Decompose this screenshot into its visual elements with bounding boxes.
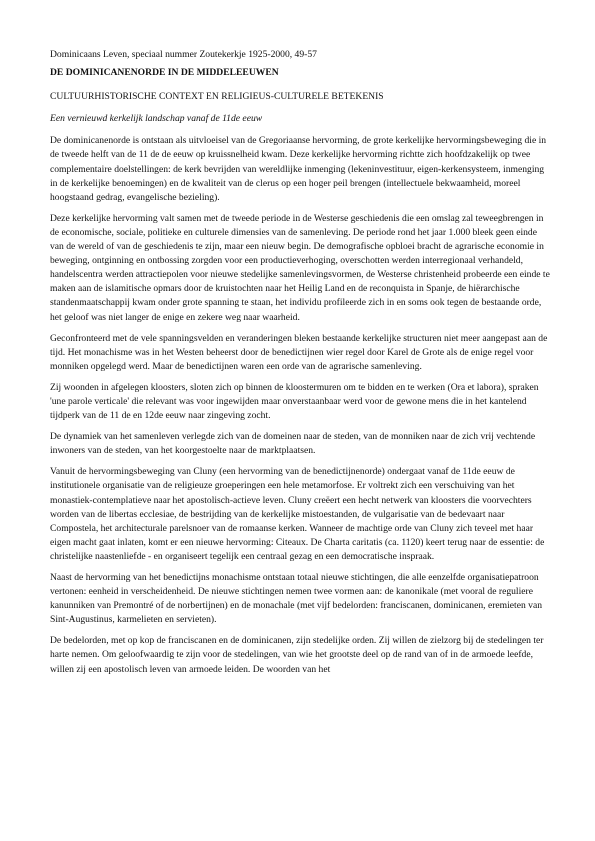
body-paragraph: Vanuit de hervormingsbeweging van Cluny (een hervorming van de benedictijnenorde) ondergaat vanaf de 11de eeuw de institutionele organisatie van de religieuze groeperingen een hele metamorfose. Er voltrekt zich een verschuiving van het monastiek-contemplatieve naar het apostolisch-actieve leven. Cluny creëert een hecht netwerk van kloosters die voorvechters worden van de libertas ecclesiae, de bestrijding van de kerkelijke mistoestanden, de vulgarisatie van de bedevaart naar Compostela, het architecturale parelsnoer van de romaanse kerken. Wanneer de machtige orde van Cluny zich teveel met haar eigen macht gaat inlaten, komt er een nieuwe hervorming: Citeaux. De Charta caritatis (ca. 1120) keert terug naar de essentie: de christelijke naastenliefde - en organiseert tegelijk een centraal gezag en een democratische inspraak. [50, 466, 545, 562]
document-title: DE DOMINICANENORDE IN DE MIDDELEEUWEN [50, 67, 279, 79]
document-page [50, 48, 550, 684]
body-paragraph: De dominicanenorde is ontstaan als uitvloeisel van de Gregoriaanse hervorming, de grote kerkelijke hervormingsbeweging die in de tweede helft van de 11 de de eeuw op kruissnelheid kwam. Deze kerkelijke hervorming richtte zich hoofdzakelijk op twee complementaire doelstellingen: de kerk bevrijden van wereldlijke inmenging (lekeninvestituur, eigen-kerkensysteem, inmenging in de kerkelijke benoemingen) en de kwaliteit van de clerus op een hoger peil brengen (intellectuele bekwaamheid, moreel hoogstaand gedrag, evangelische bezieling). [50, 135, 547, 203]
source-citation: Dominicaans Leven, speciaal nummer Zoutekerkje 1925-2000, 49-57 [50, 49, 317, 60]
body-paragraph: Geconfronteerd met de vele spanningsvelden en veranderingen bleken bestaande kerkelijke structuren niet meer aangepast aan de tijd. Het monachisme was in het Westen beheerst door de benedictijnen wier regel door Karel de Grote als de enige regel voor monniken opgelegd werd. Maar de benedictijnen waren een orde van de agrarische samenleving. [50, 332, 548, 372]
body-paragraph: De dynamiek van het samenleven verlegde zich van de domeinen naar de steden, van de monniken naar de zich vrij vechtende inwoners van de steden, van het koorgestoelte naar de marktplaatsen. [50, 431, 536, 457]
body-paragraph: De bedelorden, met op kop de franciscanen en de dominicanen, zijn stedelijke orden. Zij willen de zielzorg bij de stedelingen ter harte nemen. Om geloofwaardig te zijn voor de stedelingen, van wie het grootste deel op de rand van of in de armoede leefde, willen zij een apostolisch leven van armoede leiden. De woorden van het [50, 635, 544, 675]
section-heading: Een vernieuwd kerkelijk landschap vanaf de 11de eeuw [50, 113, 263, 125]
body-paragraph: Deze kerkelijke hervorming valt samen met de tweede periode in de Westerse geschiedenis die een omslag zal teweegbrengen in de economische, sociale, politieke en culturele dimensies van de samenleving. De periode rond het jaar 1.000 bleek geen einde van de wereld of van de geschiedenis te zijn, maar een nieuw begin. De demografische opbloei bracht de agrarische economie in beweging, ontginning en ontbossing zorgden voor een productieverhoging, overschotten werden interregionaal verhandeld, handelscentra werden attractiepolen voor nieuwe stedelijke samenlevingsvormen, de Westerse christenheid probeerde een einde te maken aan de islamitische opmars door de kruistochten naar het Heilig Land en de reconquista in Spanje, de hiërarchische standenmaatschappij kwam onder grote spanning te staan, het individu profileerde zich in en soms ook tegen de bestaande orde, het geloof was niet langer de enige en zekere weg naar waarheid. [50, 212, 550, 323]
body-paragraph: Naast de hervorming van het benedictijns monachisme ontstaan totaal nieuwe stichtingen, die alle eenzelfde organisatiepatroon vertonen: eenheid in verscheidenheid. De nieuwe stichtingen nemen twee vormen aan: de kanonikale (met vooral de reguliere kanunniken van Premontré of de norbertijnen) en de monachale (met vijf bedelorden: franciscanen, dominicanen, eremieten van Sint-Augustinus, karmelieten en servieten). [50, 572, 543, 626]
body-paragraph: Zij woonden in afgelegen kloosters, sloten zich op binnen de kloostermuren om te bidden en te werken (Ora et labora), spraken 'une parole verticale' die relevant was voor ingewijden maar onverstaanbaar werd voor de gewone mens die in het kantelend tijdperk van de 11 de en 12de eeuw naar zingeving zocht. [50, 381, 539, 422]
document-subtitle: CULTUURHISTORISCHE CONTEXT EN RELIGIEUS-CULTURELE BETEKENIS [50, 91, 384, 103]
